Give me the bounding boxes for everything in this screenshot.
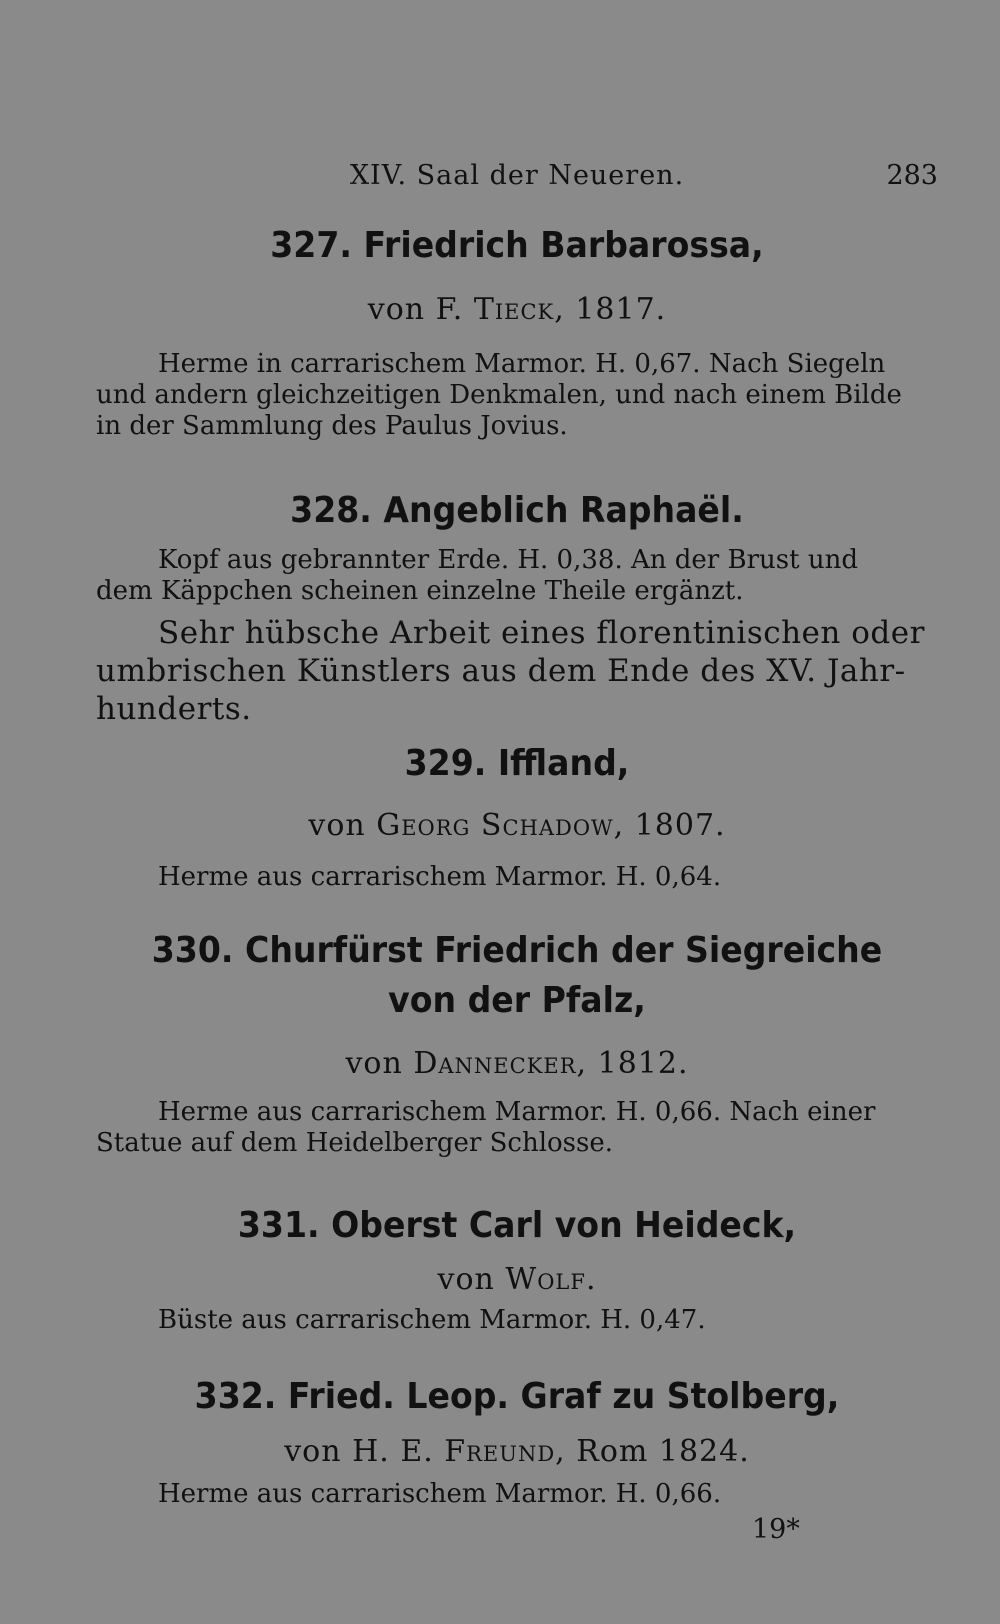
- entry-byline-331: [96, 1262, 938, 1297]
- artist-name: Tieck: [473, 292, 555, 327]
- artist-name: Georg Schadow: [376, 808, 614, 843]
- entry-heading-330-line-1: 330. Churfürst Friedrich der Siegreiche: [151, 930, 883, 971]
- description-line: Statue auf dem Heidelberger Schlosse.: [96, 1128, 614, 1158]
- byline-prefix: von: [345, 1046, 414, 1081]
- entry-description-332: [96, 1479, 938, 1510]
- entry-description-328: [96, 545, 938, 607]
- entry-heading-328: 328. Angeblich Raphaël.: [290, 490, 744, 531]
- entry-heading-330-line-2: von der Pfalz,: [388, 980, 646, 1021]
- commentary-line: Sehr hübsche Arbeit eines florentinischen oder: [158, 615, 925, 651]
- entry-commentary-328: [96, 614, 938, 728]
- description-line: Herme aus carrarischem Marmor. H. 0,66.: [158, 1479, 722, 1509]
- byline-suffix: , Rom 1824.: [555, 1434, 750, 1469]
- running-title: XIV. Saal der Neueren.: [349, 160, 685, 191]
- byline-suffix: , 1817.: [554, 292, 667, 327]
- entry-heading-329: 329. Iffland,: [404, 743, 630, 784]
- description-line: Herme aus carrarischem Marmor. H. 0,66. Nach einer: [158, 1097, 876, 1127]
- entry-heading-327: 327. Friedrich Barbarossa,: [270, 225, 764, 266]
- entry-description-327: [96, 349, 938, 442]
- commentary-line: umbrischen Künstlers aus dem Ende des XV. Jahr-: [96, 653, 906, 689]
- commentary-line: hunderts.: [96, 691, 252, 727]
- byline-suffix: , 1807.: [613, 808, 726, 843]
- signature-mark: 19*: [752, 1514, 800, 1545]
- description-line: und andern gleichzeitigen Denkmalen, und nach einem Bilde: [96, 380, 902, 410]
- byline-prefix: von: [308, 808, 377, 843]
- byline-prefix: von: [437, 1262, 506, 1297]
- description-line: in der Sammlung des Paulus Jovius.: [96, 411, 568, 441]
- byline-suffix: , 1812.: [576, 1046, 689, 1081]
- byline-suffix: .: [585, 1262, 597, 1297]
- entry-heading-332: 332. Fried. Leop. Graf zu Stolberg,: [194, 1376, 840, 1417]
- description-line: Kopf aus gebrannter Erde. H. 0,38. An der Brust und: [158, 545, 858, 575]
- artist-name: Wolf: [505, 1262, 586, 1297]
- entry-description-330: [96, 1097, 938, 1159]
- entry-description-331: [96, 1305, 938, 1336]
- entry-byline-327: [96, 292, 938, 327]
- entry-byline-332: [96, 1434, 938, 1469]
- description-line: Herme aus carrarischem Marmor. H. 0,64.: [158, 862, 722, 892]
- artist-name: Dannecker: [413, 1046, 577, 1081]
- entry-byline-330: [96, 1046, 938, 1081]
- description-line: Herme in carrarischem Marmor. H. 0,67. Nach Siegeln: [158, 349, 886, 379]
- description-line: dem Käppchen scheinen einzelne Theile ergänzt.: [96, 576, 744, 606]
- entry-description-329: [96, 862, 938, 893]
- artist-name: Freund: [444, 1434, 556, 1469]
- entry-byline-329: [96, 808, 938, 843]
- byline-prefix: von F.: [367, 292, 474, 327]
- byline-prefix: von H. E.: [284, 1434, 445, 1469]
- running-head: [96, 160, 938, 200]
- page-number: 283: [886, 160, 938, 191]
- description-line: Büste aus carrarischem Marmor. H. 0,47.: [158, 1305, 706, 1335]
- entry-heading-331: 331. Oberst Carl von Heideck,: [237, 1205, 797, 1246]
